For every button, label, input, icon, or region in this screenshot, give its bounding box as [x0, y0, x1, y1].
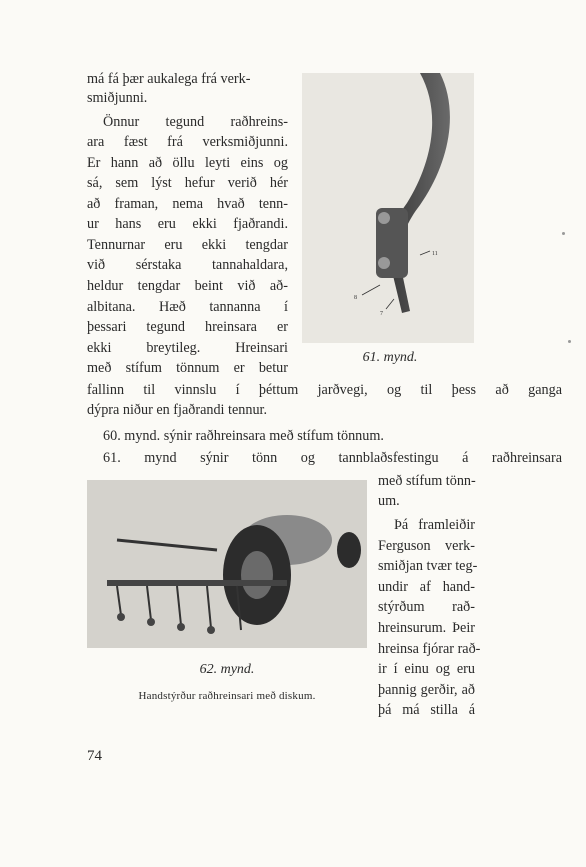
text-line: albitana. Hæð tannanna í [87, 299, 288, 315]
text-line: þessari tegund hreinsara er [87, 319, 288, 335]
text-line: undir af hand- [378, 579, 475, 595]
text-line: hreinsurum. Þeir [378, 620, 475, 636]
front-wheel [337, 532, 361, 568]
figure-label: 7 [380, 311, 383, 317]
text-line: ur hans eru ekki fjaðrandi. [87, 216, 288, 232]
speck [562, 232, 565, 235]
text-line: stýrðum rað- [378, 599, 475, 615]
text-line: Ferguson verk- [378, 538, 475, 554]
text-line: ir í einu og eru [378, 661, 475, 677]
text-line: um. [378, 493, 400, 509]
text-line: fallinn til vinnslu í þéttum jarðvegi, og til þess að ganga [87, 382, 562, 398]
figure-62-drawing [87, 480, 367, 648]
text-line: heldur tengdar beint við að- [87, 278, 288, 294]
text-line: má fá þær aukalega frá verk- [87, 71, 251, 87]
text-line: Þá framleiðir [394, 517, 475, 533]
text-line: Önnur tegund raðhreins- [103, 114, 288, 130]
figure-61-photo [302, 73, 474, 343]
text-line: 60. mynd. sýnir raðhreinsara með stífum tönnum. [103, 428, 384, 444]
text-line: að framan, nema hvað tenn- [87, 196, 288, 212]
figure-label: 11 [432, 251, 438, 257]
text-line: Er hann að öllu leyti eins og [87, 155, 288, 171]
text-line: hreinsa fjórar rað- [378, 641, 481, 657]
figure-label: 8 [354, 295, 357, 301]
text-line: með stífum tönn- [378, 473, 476, 489]
figure-61-caption: 61. mynd. [362, 350, 418, 365]
text-line: 61. mynd sýnir tönn og tannblaðsfestingu á raðhreinsara [103, 450, 562, 466]
figure-61-drawing [302, 73, 474, 343]
page-number: 74 [87, 748, 102, 764]
text-line: með stífum tönnum er betur [87, 360, 288, 376]
text-line: sá, sem lýst hefur verið hér [87, 175, 288, 191]
speck [568, 340, 571, 343]
figure-62-photo [87, 480, 367, 648]
text-line: dýpra niður en fjaðrandi tennur. [87, 402, 268, 418]
text-line: ara fæst frá verksmiðjunni. [87, 134, 288, 150]
text-line: Tennurnar eru ekki tengdar [87, 237, 288, 253]
text-line: ekki breytileg. Hreinsari [87, 340, 288, 356]
figure-62-caption: 62. mynd. [199, 662, 255, 677]
text-line: þá má stilla á [378, 702, 475, 718]
text-line: þannig gerðir, að [378, 682, 475, 698]
text-line: smiðjan tvær teg- [378, 558, 478, 574]
text-line: við sérstaka tannahaldara, [87, 257, 288, 273]
figure-62-subcaption: Handstýrður raðhreinsari með diskum. [138, 690, 316, 702]
text-line: smiðjunni. [87, 90, 148, 106]
